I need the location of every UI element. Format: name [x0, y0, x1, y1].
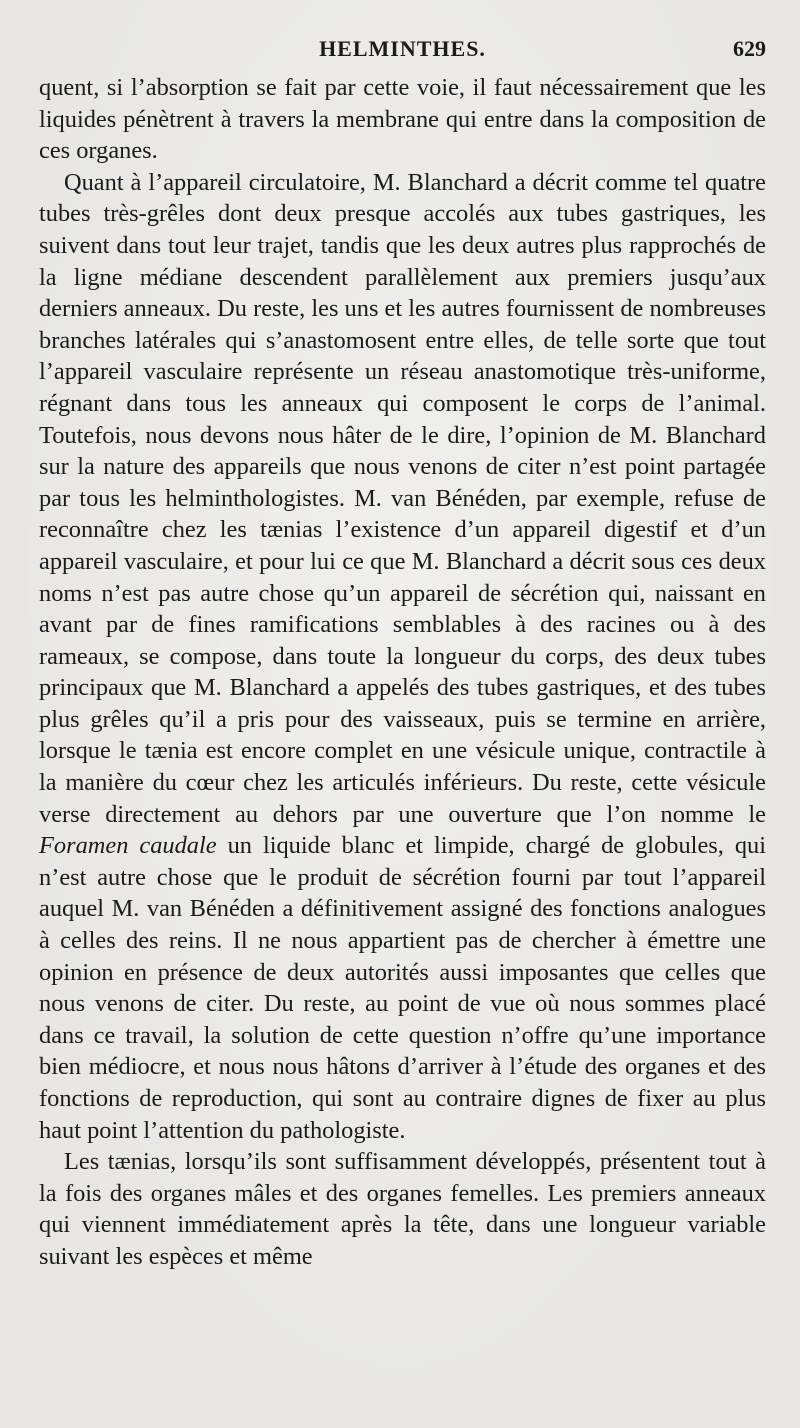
- italic-term-foramen-caudale: Foramen caudale: [39, 832, 217, 860]
- page-number: 629: [733, 36, 766, 61]
- running-title: HELMINTHES.: [319, 36, 486, 61]
- running-head: [39, 36, 766, 72]
- paragraph-text: quent, si l’absorption se fait par cette voie, il faut nécessairement que les liquides pénètrent à travers la membrane qui entre dans la composition de ces organes.: [39, 74, 766, 165]
- paragraph-reproductive-organs: [39, 1146, 766, 1272]
- paragraph-text: un liquide blanc et limpide, chargé de globules, qui n’est autre chose que le produit de sécrétion fourni par tout l’appareil auquel M. van Bénéden a définitivement assigné des fonctions analogues à celles des reins. Il ne nous appartient pas de chercher à émettre une opinion en présence de deux autorités aussi imposantes que celles que nous venons de citer. Du reste, au point de vue où nous sommes placé dans ce travail, la solution de cette question n’offre qu’une importance bien médiocre, et nous nous hâtons d’arriver à l’étude des organes et des fonctions de reproduction, qui sont au contraire dignes de fixer au plus haut point l’attention du pathologiste.: [39, 832, 766, 1144]
- paragraph-continuation: [39, 72, 766, 167]
- paragraph-text: Quant à l’appareil circulatoire, M. Blanchard a décrit comme tel quatre tubes très-grêles dont deux presque accolés aux tubes gastriques, les suivent dans tout leur trajet, tandis que les deux autres plus rapprochés de la ligne médiane descendent parallèlement aux premiers jusqu’aux derniers anneaux. Du reste, les uns et les autres fournissent de nombreuses branches latérales qui s’anastomosent entre elles, de telle sorte que tout l’appareil vasculaire représente un réseau anastomotique très-uniforme, régnant dans tous les anneaux qui composent le corps de l’animal. Toutefois, nous devons nous hâter de le dire, l’opinion de M. Blanchard sur la nature des appareils que nous venons de citer n’est point partagée par tous les helminthologistes. M. van Bénéden, par exemple, refuse de reconnaître chez les tænias l’existence d’un appareil digestif et d’un appareil vasculaire, et pour lui ce que M. Blanchard a décrit sous ces deux noms n’est pas autre chose qu’un appareil de sécrétion qui, naissant en avant par de fines ramifications semblables à des racines ou à des rameaux, se compose, dans toute la longueur du corps, des deux tubes principaux que M. Blanchard a appelés des tubes gastriques, et des tubes plus grêles qu’il a pris pour des vaisseaux, puis se termine en arrière, lorsque le tænia est encore complet en une vésicule unique, contractile à la manière du cœur chez les articulés inférieurs. Du reste, cette vésicule verse directement au dehors par une ouverture que l’on nomme le: [39, 168, 766, 828]
- body-text: [39, 72, 766, 1273]
- paragraph-text: Les tænias, lorsqu’ils sont suffisamment développés, présentent tout à la fois des organes mâles et des organes femelles. Les premiers anneaux qui viennent immédiatement après la tête, dans une longueur variable suivant les espèces et même: [39, 1148, 766, 1270]
- paragraph-circulatory-system: [39, 167, 766, 1146]
